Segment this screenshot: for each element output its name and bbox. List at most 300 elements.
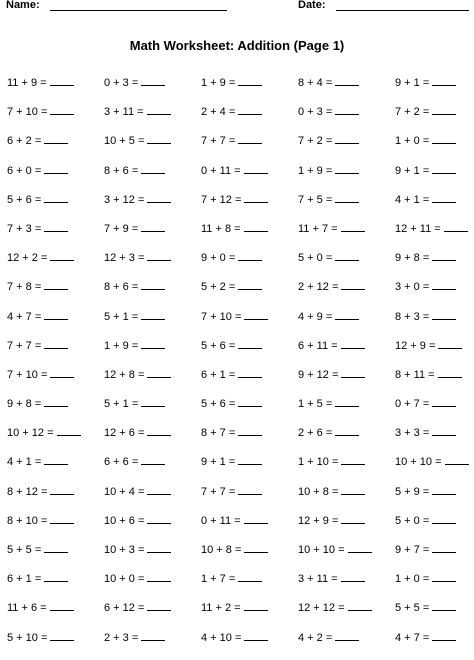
problem-text: 8 + 10 = [7, 514, 48, 527]
addition-problem [104, 601, 201, 630]
addition-problem [104, 455, 201, 484]
addition-problem [7, 222, 104, 251]
answer-blank [147, 135, 171, 144]
problem-text: 5 + 6 = [201, 339, 236, 352]
addition-problem [104, 514, 201, 543]
problem-text: 1 + 0 = [395, 573, 430, 586]
addition-problem [298, 164, 395, 193]
answer-blank [341, 281, 365, 290]
addition-problem [395, 601, 474, 630]
addition-problem [201, 134, 298, 163]
addition-problem [201, 222, 298, 251]
answer-blank [432, 77, 456, 86]
answer-blank [244, 602, 268, 611]
answer-blank [44, 456, 68, 465]
problem-text: 4 + 7 = [7, 310, 42, 323]
problem-text: 12 + 12 = [298, 602, 345, 615]
problem-text: 9 + 8 = [395, 252, 430, 265]
problem-text: 10 + 3 = [104, 544, 145, 556]
answer-blank [44, 223, 68, 232]
problem-text: 5 + 2 = [201, 281, 236, 294]
addition-problem [7, 601, 104, 630]
problem-text: 5 + 10 = [7, 631, 48, 644]
answer-blank [50, 486, 74, 495]
problem-text: 5 + 1 = [104, 310, 139, 323]
answer-blank [432, 632, 456, 641]
problem-text: 8 + 7 = [201, 427, 236, 440]
answer-blank [44, 135, 68, 144]
problem-text: 1 + 9 = [104, 339, 139, 352]
problem-text: 10 + 0 = [104, 573, 145, 586]
problem-text: 8 + 6 = [104, 164, 139, 177]
addition-problem [298, 76, 395, 105]
problem-text: 5 + 9 = [395, 485, 430, 498]
problem-text: 6 + 1 = [201, 368, 236, 381]
problem-text: 11 + 7 = [298, 222, 338, 235]
addition-problem [201, 601, 298, 630]
problem-text: 5 + 6 = [201, 398, 236, 411]
answer-blank [44, 340, 68, 349]
addition-problem [7, 193, 104, 222]
addition-problem [395, 222, 474, 251]
answer-blank [44, 398, 68, 407]
problem-text: 8 + 11 = [395, 368, 435, 381]
problem-text: 6 + 11 = [298, 339, 338, 352]
addition-problem [104, 193, 201, 222]
addition-problem [201, 76, 298, 105]
problem-text: 9 + 0 = [201, 252, 236, 265]
answer-blank [57, 427, 81, 436]
problem-text: 7 + 7 = [201, 135, 236, 148]
answer-blank [147, 252, 171, 261]
addition-problem [395, 339, 474, 368]
addition-problem [298, 514, 395, 543]
addition-problem [104, 222, 201, 251]
problem-text: 3 + 3 = [395, 427, 430, 440]
addition-problem [201, 105, 298, 134]
addition-problem [395, 310, 474, 339]
addition-problem [395, 193, 474, 222]
answer-blank [238, 106, 262, 115]
answer-blank [238, 252, 262, 261]
addition-problem [298, 455, 395, 484]
answer-blank [50, 106, 74, 115]
addition-problem [7, 455, 104, 484]
addition-problem [7, 572, 104, 601]
addition-problem [298, 368, 395, 397]
answer-blank [141, 456, 165, 465]
answer-blank [50, 515, 74, 524]
addition-problem [298, 222, 395, 251]
answer-blank [147, 602, 171, 611]
problem-text: 3 + 11 = [298, 573, 338, 586]
answer-blank [44, 573, 68, 582]
name-field-line [50, 10, 227, 11]
addition-problem [395, 572, 474, 601]
problem-text: 7 + 10 = [7, 106, 48, 119]
problem-text: 1 + 7 = [201, 573, 236, 586]
answer-blank [44, 544, 68, 553]
addition-problem [7, 485, 104, 514]
addition-problem [298, 105, 395, 134]
problem-text: 0 + 3 = [104, 77, 139, 89]
answer-blank [432, 602, 456, 611]
problem-text: 12 + 3 = [104, 252, 145, 265]
answer-blank [141, 311, 165, 320]
addition-problem [104, 251, 201, 280]
problem-text: 10 + 10 = [395, 456, 442, 469]
addition-problem [201, 514, 298, 543]
answer-blank [238, 398, 262, 407]
problem-text: 7 + 2 = [395, 106, 430, 119]
problem-text: 0 + 11 = [201, 164, 241, 177]
problem-text: 0 + 11 = [201, 514, 241, 527]
answer-blank [244, 515, 268, 524]
problem-text: 1 + 5 = [298, 398, 333, 411]
addition-problem [201, 339, 298, 368]
answer-blank [141, 165, 165, 174]
answer-blank [147, 194, 171, 203]
addition-problem [298, 310, 395, 339]
problem-text: 10 + 10 = [298, 544, 345, 556]
problem-text: 10 + 12 = [7, 427, 54, 440]
answer-blank [432, 515, 456, 524]
answer-blank [238, 486, 262, 495]
problem-grid [7, 76, 474, 660]
answer-blank [50, 602, 74, 611]
answer-blank [238, 427, 262, 436]
answer-blank [141, 223, 165, 232]
date-field-line [336, 10, 469, 11]
answer-blank [341, 486, 365, 495]
addition-problem [298, 485, 395, 514]
addition-problem [395, 280, 474, 309]
problem-text: 12 + 2 = [7, 252, 48, 265]
answer-blank [341, 573, 365, 582]
addition-problem [104, 105, 201, 134]
addition-problem [104, 426, 201, 455]
addition-problem [7, 105, 104, 134]
answer-blank [335, 311, 359, 320]
answer-blank [244, 544, 268, 553]
problem-text: 12 + 9 = [298, 514, 339, 527]
answer-blank [432, 135, 456, 144]
answer-blank [444, 223, 468, 232]
problem-text: 5 + 0 = [395, 514, 430, 527]
addition-problem [104, 280, 201, 309]
answer-blank [244, 223, 268, 232]
problem-text: 7 + 5 = [298, 193, 333, 206]
answer-blank [141, 632, 165, 641]
addition-problem [104, 485, 201, 514]
problem-text: 7 + 10 = [201, 310, 242, 323]
problem-text: 10 + 8 = [201, 544, 242, 556]
answer-blank [44, 311, 68, 320]
problem-text: 7 + 9 = [104, 222, 139, 235]
addition-problem [395, 514, 474, 543]
answer-blank [238, 77, 262, 86]
addition-problem [104, 397, 201, 426]
addition-problem [298, 631, 395, 660]
addition-problem [104, 76, 201, 105]
name-label: Name: [6, 0, 40, 11]
problem-text: 7 + 10 = [7, 368, 48, 381]
answer-blank [438, 340, 462, 349]
addition-problem [7, 251, 104, 280]
addition-problem [298, 134, 395, 163]
answer-blank [335, 106, 359, 115]
addition-problem [104, 134, 201, 163]
problem-text: 7 + 7 = [201, 485, 236, 498]
answer-blank [147, 544, 171, 553]
answer-blank [341, 223, 365, 232]
addition-problem [201, 455, 298, 484]
problem-text: 10 + 8 = [298, 485, 339, 498]
problem-text: 4 + 1 = [395, 193, 430, 206]
addition-problem [201, 572, 298, 601]
problem-text: 10 + 6 = [104, 514, 145, 527]
problem-text: 0 + 7 = [395, 398, 430, 411]
answer-blank [432, 165, 456, 174]
answer-blank [335, 632, 359, 641]
answer-blank [238, 369, 262, 378]
problem-text: 5 + 1 = [104, 398, 139, 411]
answer-blank [44, 194, 68, 203]
answer-blank [335, 165, 359, 174]
addition-problem [104, 368, 201, 397]
addition-problem [7, 631, 104, 660]
answer-blank [147, 106, 171, 115]
problem-text: 4 + 2 = [298, 631, 333, 644]
problem-text: 10 + 4 = [104, 485, 145, 498]
answer-blank [432, 281, 456, 290]
answer-blank [432, 544, 456, 553]
problem-text: 2 + 4 = [201, 106, 236, 119]
problem-text: 7 + 3 = [7, 222, 42, 235]
answer-blank [147, 573, 171, 582]
addition-problem [298, 280, 395, 309]
problem-text: 6 + 2 = [7, 135, 42, 148]
addition-problem [298, 193, 395, 222]
answer-blank [238, 135, 262, 144]
problem-text: 4 + 7 = [395, 631, 430, 644]
addition-problem [201, 426, 298, 455]
answer-blank [335, 252, 359, 261]
addition-problem [395, 426, 474, 455]
answer-blank [44, 281, 68, 290]
addition-problem [298, 572, 395, 601]
addition-problem [7, 397, 104, 426]
answer-blank [147, 515, 171, 524]
problem-text: 5 + 6 = [7, 193, 42, 206]
problem-text: 7 + 8 = [7, 281, 42, 294]
addition-problem [298, 251, 395, 280]
addition-problem [201, 543, 298, 572]
addition-problem [395, 105, 474, 134]
answer-blank [238, 573, 262, 582]
problem-text: 9 + 12 = [298, 368, 339, 381]
addition-problem [7, 543, 104, 572]
problem-text: 6 + 6 = [104, 456, 139, 469]
problem-text: 7 + 7 = [7, 339, 42, 352]
addition-problem [298, 339, 395, 368]
addition-problem [201, 280, 298, 309]
answer-blank [432, 311, 456, 320]
answer-blank [335, 194, 359, 203]
addition-problem [104, 164, 201, 193]
addition-problem [7, 514, 104, 543]
problem-text: 9 + 1 = [201, 456, 236, 469]
addition-problem [395, 543, 474, 572]
problem-text: 12 + 9 = [395, 339, 436, 352]
answer-blank [244, 165, 268, 174]
addition-problem [104, 631, 201, 660]
answer-blank [50, 252, 74, 261]
addition-problem [395, 485, 474, 514]
problem-text: 4 + 9 = [298, 310, 333, 323]
problem-text: 11 + 6 = [7, 602, 47, 615]
addition-problem [395, 631, 474, 660]
problem-text: 6 + 1 = [7, 573, 42, 586]
answer-blank [147, 427, 171, 436]
problem-text: 7 + 2 = [298, 135, 333, 148]
answer-blank [141, 398, 165, 407]
answer-blank [432, 252, 456, 261]
date-label: Date: [298, 0, 326, 11]
addition-problem [7, 76, 104, 105]
problem-text: 12 + 6 = [104, 427, 145, 440]
answer-blank [335, 427, 359, 436]
answer-blank [50, 632, 74, 641]
answer-blank [238, 340, 262, 349]
answer-blank [432, 486, 456, 495]
problem-text: 3 + 12 = [104, 193, 145, 206]
answer-blank [50, 77, 74, 86]
addition-problem [395, 76, 474, 105]
answer-blank [432, 427, 456, 436]
problem-text: 5 + 5 = [395, 602, 430, 615]
answer-blank [341, 340, 365, 349]
answer-blank [341, 369, 365, 378]
problem-text: 5 + 0 = [298, 252, 333, 265]
addition-problem [7, 164, 104, 193]
problem-text: 11 + 9 = [7, 77, 47, 89]
problem-text: 6 + 0 = [7, 164, 42, 177]
problem-text: 9 + 1 = [395, 164, 430, 177]
problem-text: 12 + 8 = [104, 368, 145, 381]
answer-blank [147, 486, 171, 495]
addition-problem [298, 543, 395, 572]
problem-text: 6 + 12 = [104, 602, 145, 615]
answer-blank [445, 456, 469, 465]
answer-blank [438, 369, 462, 378]
answer-blank [244, 194, 268, 203]
addition-problem [7, 134, 104, 163]
problem-text: 5 + 5 = [7, 544, 42, 556]
answer-blank [335, 398, 359, 407]
problem-text: 0 + 3 = [298, 106, 333, 119]
addition-problem [7, 368, 104, 397]
problem-text: 12 + 11 = [395, 222, 441, 235]
problem-text: 8 + 3 = [395, 310, 430, 323]
addition-problem [201, 310, 298, 339]
addition-problem [104, 339, 201, 368]
answer-blank [348, 602, 372, 611]
answer-blank [341, 515, 365, 524]
addition-problem [395, 368, 474, 397]
addition-problem [7, 280, 104, 309]
problem-text: 2 + 6 = [298, 427, 333, 440]
problem-text: 11 + 8 = [201, 222, 241, 235]
addition-problem [395, 397, 474, 426]
addition-problem [201, 368, 298, 397]
addition-problem [7, 310, 104, 339]
answer-blank [238, 456, 262, 465]
answer-blank [432, 194, 456, 203]
problem-text: 4 + 1 = [7, 456, 42, 469]
addition-problem [395, 164, 474, 193]
answer-blank [141, 340, 165, 349]
addition-problem [298, 397, 395, 426]
problem-text: 1 + 10 = [298, 456, 339, 469]
problem-text: 9 + 8 = [7, 398, 42, 411]
addition-problem [395, 455, 474, 484]
addition-problem [201, 164, 298, 193]
problem-text: 9 + 7 = [395, 544, 430, 556]
problem-text: 1 + 0 = [395, 135, 430, 148]
answer-blank [432, 398, 456, 407]
answer-blank [244, 311, 268, 320]
addition-problem [201, 193, 298, 222]
answer-blank [147, 369, 171, 378]
addition-problem [201, 397, 298, 426]
addition-problem [395, 251, 474, 280]
answer-blank [348, 544, 372, 553]
problem-text: 3 + 11 = [104, 106, 144, 119]
problem-text: 1 + 9 = [298, 164, 333, 177]
problem-text: 8 + 4 = [298, 77, 333, 89]
answer-blank [341, 456, 365, 465]
worksheet-title: Math Worksheet: Addition (Page 1) [129, 38, 345, 53]
answer-blank [44, 165, 68, 174]
addition-problem [7, 426, 104, 455]
problem-text: 9 + 1 = [395, 77, 430, 89]
answer-blank [50, 369, 74, 378]
addition-problem [201, 251, 298, 280]
answer-blank [335, 77, 359, 86]
answer-blank [238, 281, 262, 290]
answer-blank [244, 632, 268, 641]
addition-problem [298, 426, 395, 455]
problem-text: 3 + 0 = [395, 281, 430, 294]
addition-problem [395, 134, 474, 163]
problem-text: 7 + 12 = [201, 193, 242, 206]
problem-text: 10 + 5 = [104, 135, 145, 148]
problem-text: 4 + 10 = [201, 631, 242, 644]
problem-text: 1 + 9 = [201, 77, 236, 89]
answer-blank [335, 135, 359, 144]
addition-problem [104, 543, 201, 572]
addition-problem [104, 572, 201, 601]
problem-text: 2 + 12 = [298, 281, 339, 294]
addition-problem [7, 339, 104, 368]
answer-blank [141, 281, 165, 290]
addition-problem [104, 310, 201, 339]
addition-problem [201, 485, 298, 514]
answer-blank [141, 77, 165, 86]
answer-blank [432, 106, 456, 115]
problem-text: 8 + 6 = [104, 281, 139, 294]
